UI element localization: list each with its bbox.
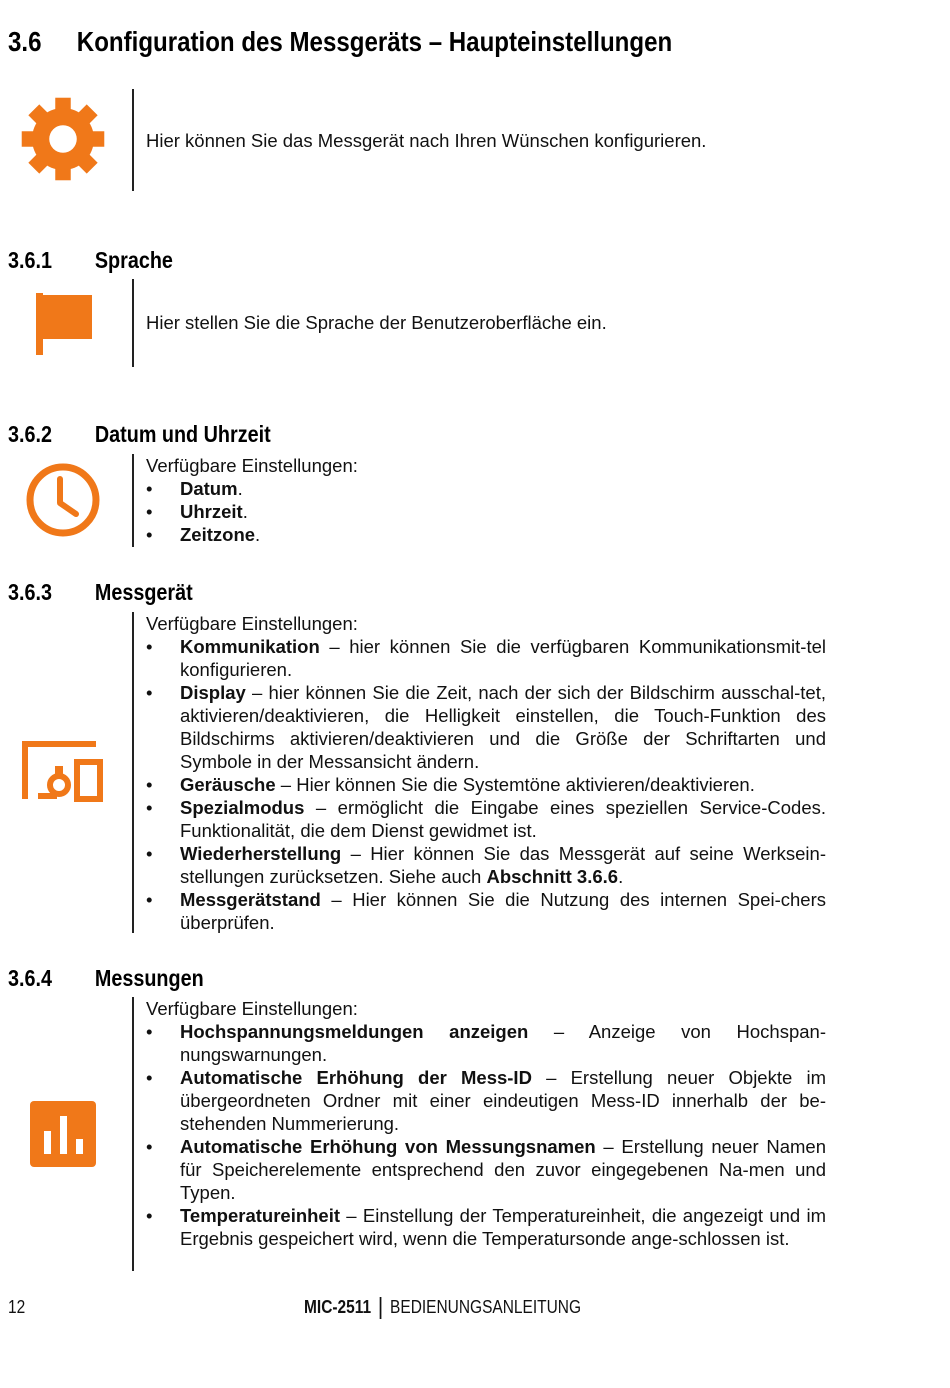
footer-title xyxy=(304,1297,581,1319)
divider-line xyxy=(132,279,134,367)
subsection-number: 3.6.4 xyxy=(8,965,52,991)
settings-intro: Verfügbare Einstellungen: xyxy=(146,613,358,634)
list-item: • Display – hier können Sie die Zeit, nach der sich der Bildschirm ausschal-tet, aktivieren/deaktivieren, die Helligkeit einstellen, die Touch-Funktion des Bildschirms aktivieren/deaktivieren und die Größe der Schriftarten und Symbole in der Messansicht ändern. xyxy=(146,681,826,773)
list-item: • Messgerätstand – Hier können Sie die Nutzung des internen Spei-chers überprüfen. xyxy=(146,888,826,934)
settings-block-3-6-4 xyxy=(146,997,826,1250)
divider-line xyxy=(132,454,134,547)
subsection-title: Datum und Uhrzeit xyxy=(94,421,271,447)
subsection-title: Sprache xyxy=(94,247,173,273)
gear-icon xyxy=(20,96,106,182)
list-item: • Wiederherstellung – Hier können Sie das Messgerät auf seine Werksein-stellungen zurücksetzen. Siehe auch Abschnitt 3.6.6. xyxy=(146,842,826,888)
bar-chart-icon xyxy=(30,1101,96,1167)
divider-line xyxy=(132,89,134,191)
footer-divider xyxy=(380,1297,382,1319)
page-number: 12 xyxy=(8,1297,26,1317)
subsection-heading-3-6-1 xyxy=(8,247,173,274)
subsection-heading-3-6-2 xyxy=(8,421,271,448)
model-name: MIC-2511 xyxy=(304,1297,372,1317)
settings-list xyxy=(146,635,826,934)
section-number: 3.6 xyxy=(8,26,42,57)
settings-intro: Verfügbare Einstellungen: xyxy=(146,455,358,476)
list-item: • Hochspannungsmeldungen anzeigen – Anzeige von Hochspan-nungswarnungen. xyxy=(146,1020,826,1066)
subsection-title: Messgerät xyxy=(94,579,193,605)
subsection-description: Hier stellen Sie die Sprache der Benutzeroberfläche ein. xyxy=(146,312,607,333)
subsection-heading-3-6-4 xyxy=(8,965,204,992)
subsection-title: Messungen xyxy=(94,965,204,991)
settings-list xyxy=(146,1020,826,1250)
divider-line xyxy=(132,612,134,933)
list-item: • Kommunikation – hier können Sie die verfügbaren Kommunikationsmit-tel konfigurieren. xyxy=(146,635,826,681)
settings-intro: Verfügbare Einstellungen: xyxy=(146,998,358,1019)
flag-icon xyxy=(36,293,94,357)
subsection-number: 3.6.1 xyxy=(8,247,52,273)
settings-block-3-6-2 xyxy=(146,454,826,546)
settings-block-3-6-3 xyxy=(146,612,826,934)
document-type: BEDIENUNGSANLEITUNG xyxy=(390,1297,582,1317)
list-item: • Spezialmodus – ermöglicht die Eingabe eines speziellen Service-Codes. Funktionalität, die dem Dienst gewidmet ist. xyxy=(146,796,826,842)
list-item: • Zeitzone. xyxy=(146,523,826,546)
device-settings-icon xyxy=(22,741,104,803)
section-heading xyxy=(8,26,672,58)
page-footer xyxy=(0,1297,950,1321)
list-item: • Datum. xyxy=(146,477,826,500)
list-item: • Automatische Erhöhung von Messungsnamen – Erstellung neuer Namen für Speicherelemente entsprechend den zuvor eingegebenen Na-men und Typen. xyxy=(146,1135,826,1204)
divider-line xyxy=(132,997,134,1271)
section-title: Konfiguration des Messgeräts – Haupteinstellungen xyxy=(76,26,673,57)
list-item: • Automatische Erhöhung der Mess-ID – Erstellung neuer Objekte im übergeordneten Ordner mit einer eindeutigen Mess-ID innerhalb der be-stehenden Nummerierung. xyxy=(146,1066,826,1135)
clock-icon xyxy=(25,462,101,538)
subsection-number: 3.6.3 xyxy=(8,579,52,605)
list-item: • Uhrzeit. xyxy=(146,500,826,523)
list-item: • Geräusche – Hier können Sie die Systemtöne aktivieren/deaktivieren. xyxy=(146,773,826,796)
subsection-number: 3.6.2 xyxy=(8,421,52,447)
list-item: • Temperatureinheit – Einstellung der Temperatureinheit, die angezeigt und im Ergebnis gespeichert wird, wenn die Temperatursonde ange-schlossen ist. xyxy=(146,1204,826,1250)
section-reference: Abschnitt 3.6.6 xyxy=(486,866,619,887)
settings-list xyxy=(146,477,826,546)
section-description: Hier können Sie das Messgerät nach Ihren Wünschen konfigurieren. xyxy=(146,130,707,151)
subsection-heading-3-6-3 xyxy=(8,579,193,606)
